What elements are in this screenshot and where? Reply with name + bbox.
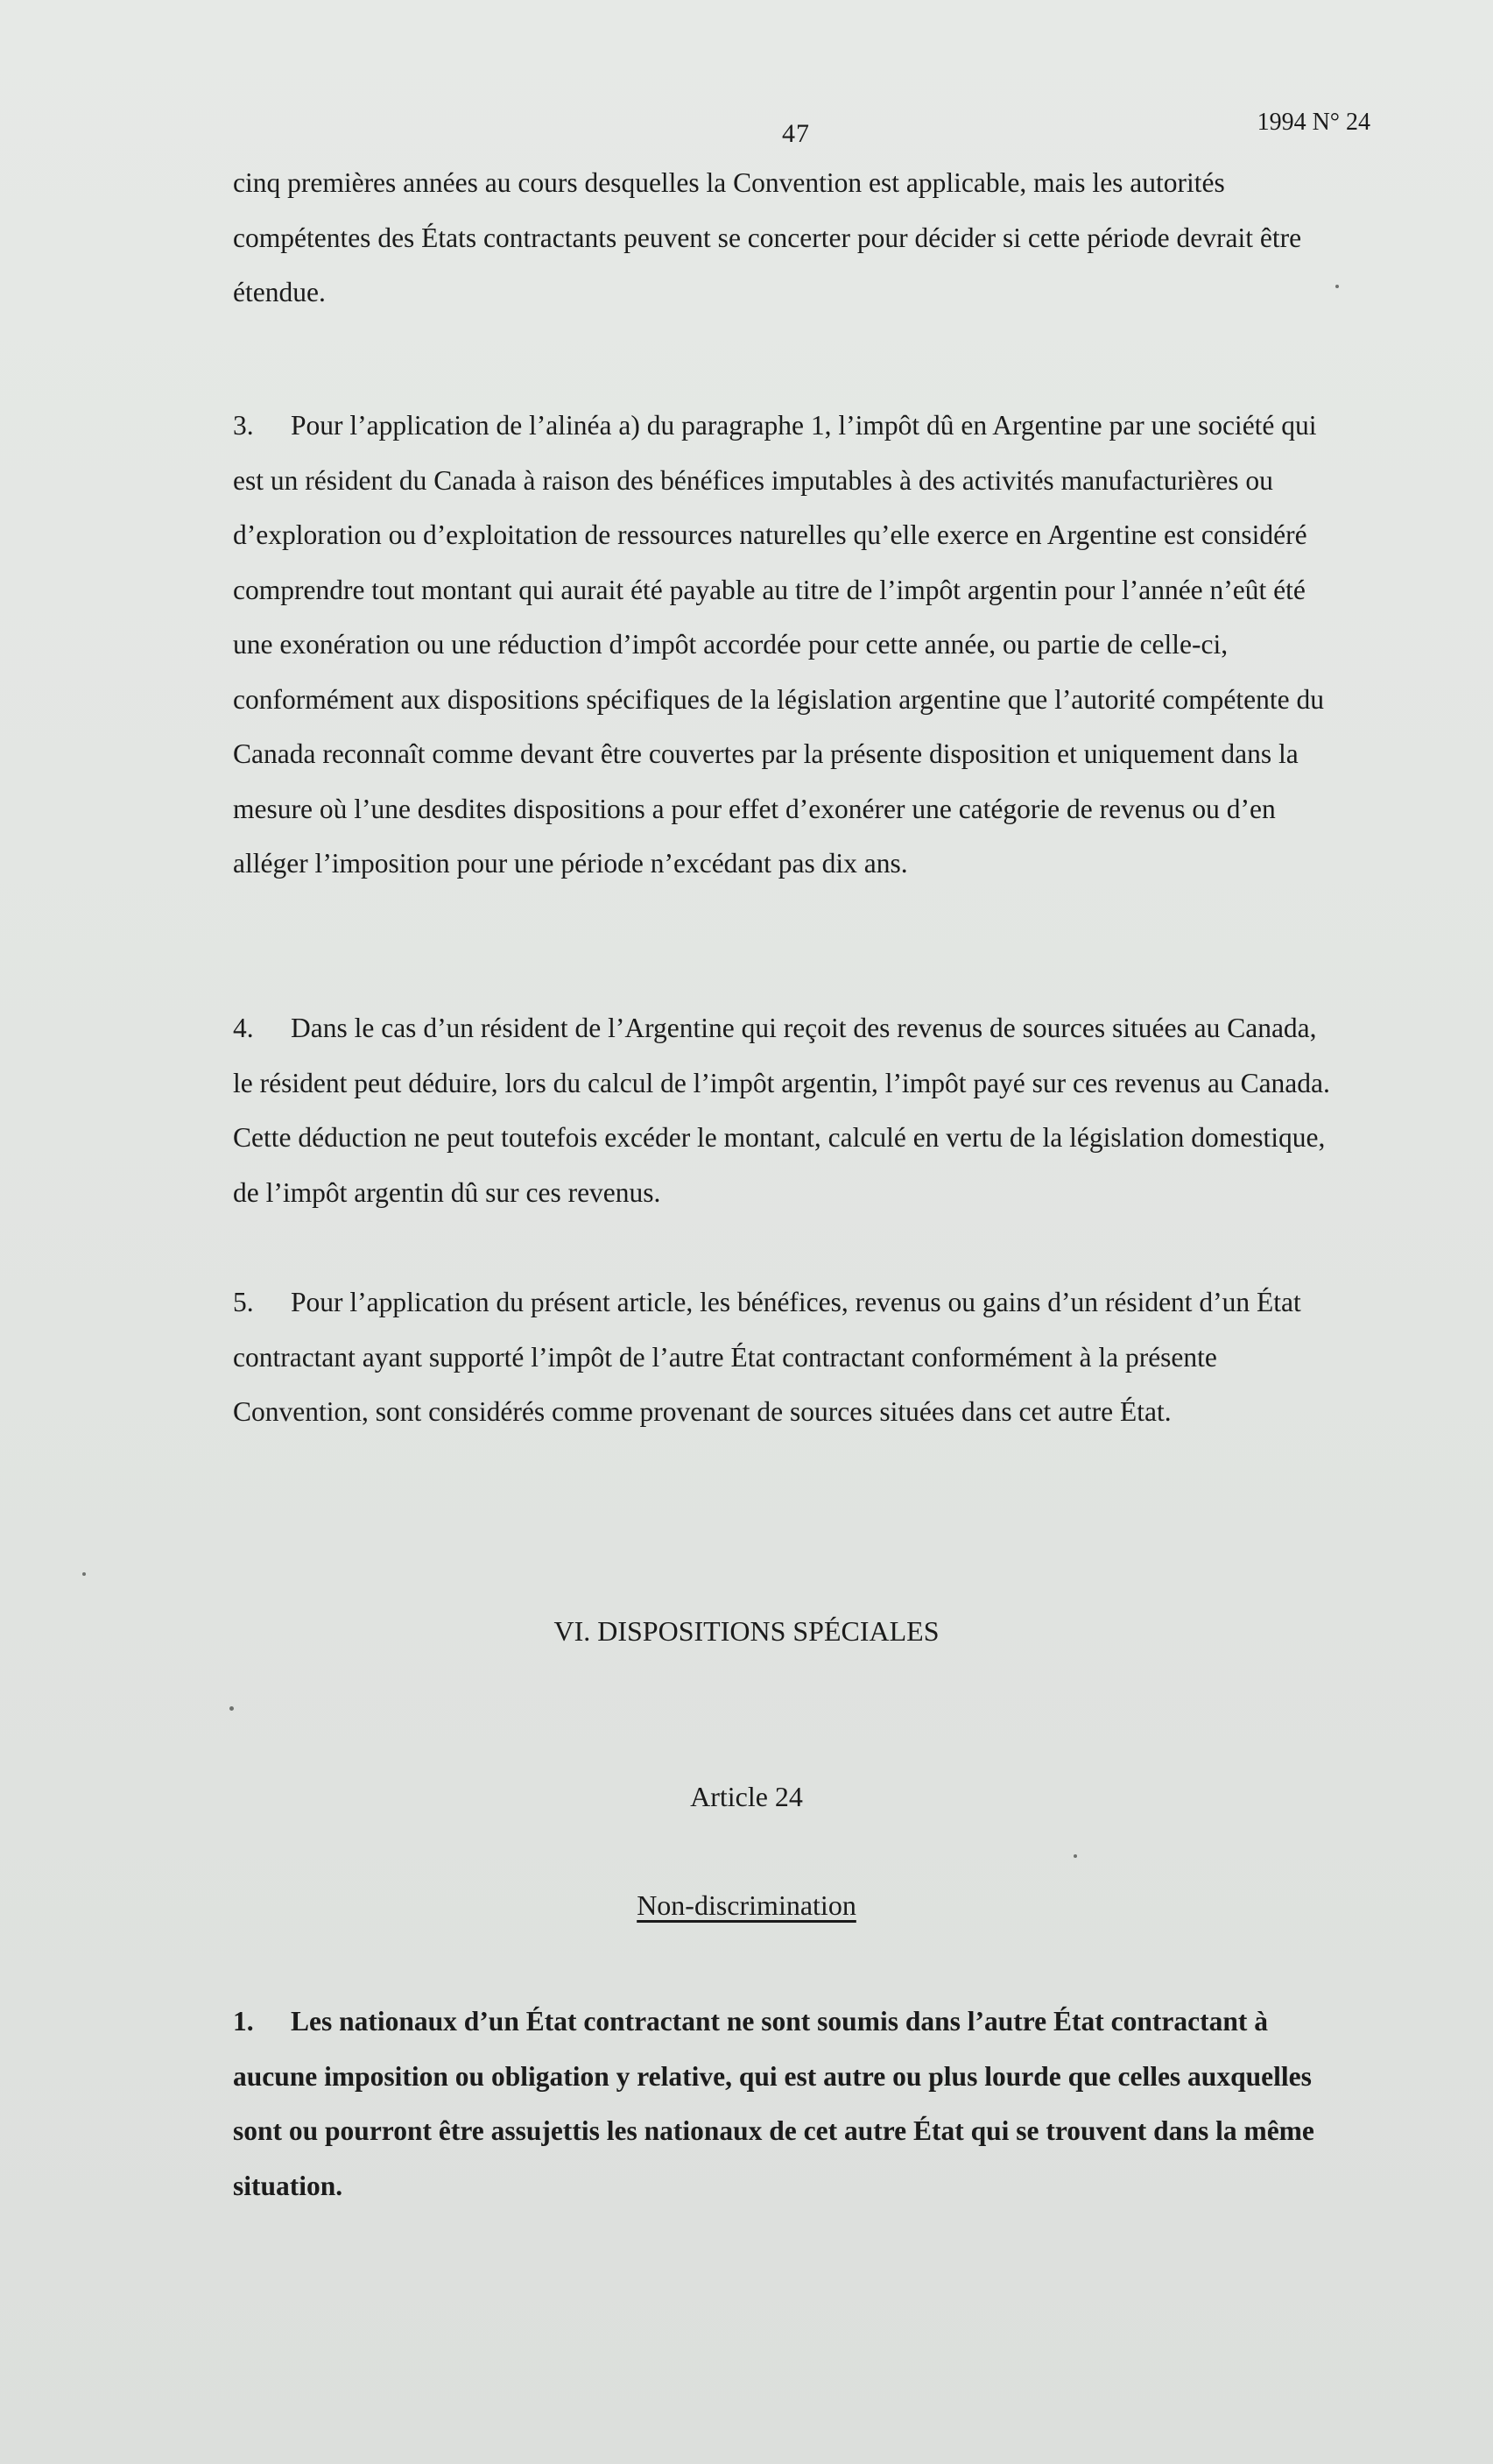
paragraph-4 xyxy=(233,1001,1343,1220)
paragraph-text: cinq premières années au cours desquelles la Convention est applicable, mais les autorités compétentes des États contractants peuvent se concerter pour décider si cette période devrait être étendue. xyxy=(233,167,1302,307)
article-number: Article 24 xyxy=(690,1781,803,1812)
paragraph-continuation xyxy=(233,156,1343,321)
paragraph-number: 3. xyxy=(233,410,254,441)
article-24-paragraph-1 xyxy=(233,1994,1343,2213)
paragraph-text: Pour l’application de l’alinéa a) du paragraphe 1, l’impôt dû en Argentine par une société qui est un résident du Canada à raison des bénéfices imputables à des activités manufacturières ou d’exploration ou d’exploitation de ressources naturelles qu’elle exerce en Argentine est considéré comprendre tout montant qui aurait été payable au titre de l’impôt argentin pour l’année n’eût été une exonération ou une réduction d’impôt accordée pour cette année, ou partie de celle-ci, conformément aux dispositions spécifiques de la législation argentine que l’autorité compétente du Canada reconnaît comme devant être couvertes par la présente disposition et uniquement dans la mesure où l’une desdites dispositions a pour effet d’exonérer une catégorie de revenus ou d’en alléger l’imposition pour une période n’excédant pas dix ans. xyxy=(233,410,1324,879)
paragraph-text: Pour l’application du présent article, les bénéfices, revenus ou gains d’un résident d’un État contractant ayant supporté l’impôt de l’autre État contractant conformément à la présente Convention, sont considérés comme provenant de sources situées dans cet autre État. xyxy=(233,1287,1301,1427)
paragraph-text: Dans le cas d’un résident de l’Argentine qui reçoit des revenus de sources situées au Canada, le résident peut déduire, lors du calcul de l’impôt argentin, l’impôt payé sur ces revenus au Canada. Cette déduction ne peut toutefois excéder le montant, calculé en vertu de la législation domestique, de l’impôt argentin dû sur ces revenus. xyxy=(233,1013,1330,1208)
paragraph-text: Les nationaux d’un État contractant ne sont soumis dans l’autre État contractant à aucune imposition ou obligation y relative, qui est autre ou plus lourde que celles auxquelles sont ou pourront être assujettis les nationaux de cet autre État qui se trouvent dans la même situation. xyxy=(233,2006,1314,2201)
paragraph-number: 4. xyxy=(233,1013,254,1043)
scan-speck xyxy=(1074,1854,1077,1858)
paragraph-5 xyxy=(233,1275,1343,1440)
scan-speck xyxy=(82,1572,86,1576)
document-reference: 1994 N° 24 xyxy=(1257,109,1370,136)
paragraph-number: 5. xyxy=(233,1287,254,1317)
page-number: 47 xyxy=(782,119,810,148)
scan-speck xyxy=(229,1706,234,1711)
section-title: VI. DISPOSITIONS SPÉCIALES xyxy=(553,1615,940,1647)
paragraph-number: 1. xyxy=(233,2006,254,2037)
paragraph-3 xyxy=(233,399,1343,892)
scan-speck xyxy=(1335,285,1339,288)
article-title: Non-discrimination xyxy=(637,1889,856,1921)
